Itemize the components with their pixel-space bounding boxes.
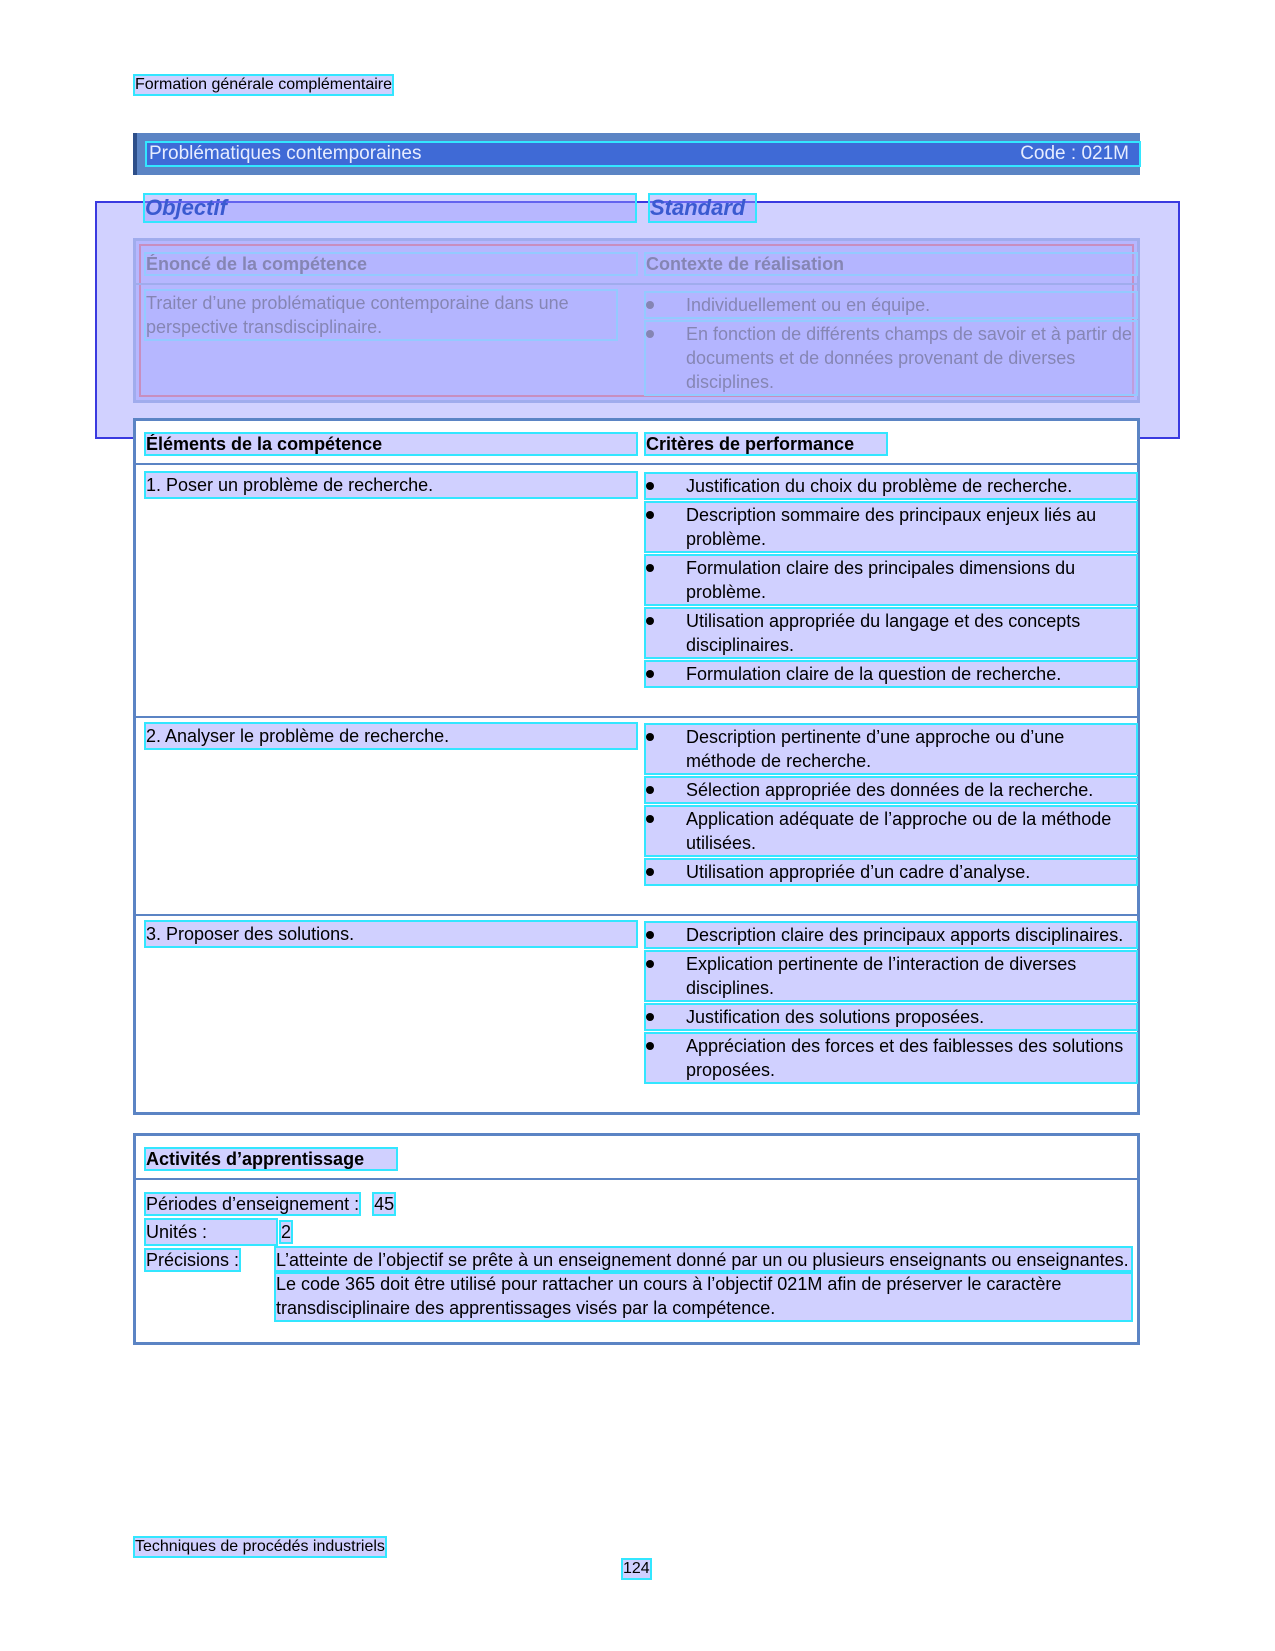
objectif-label: Objectif xyxy=(145,195,635,221)
bullet-icon xyxy=(646,564,654,572)
list-item: Description claire des principaux apports disciplinaires. xyxy=(646,923,1136,947)
activities-box xyxy=(133,1133,1140,1345)
list-item: Sélection appropriée des données de la recherche. xyxy=(646,778,1136,802)
element-row-3 xyxy=(136,914,1137,1112)
highlight-overlay xyxy=(95,201,1180,439)
precisions-paragraph-2: Le code 365 doit être utilisé pour rattacher un cours à l’objectif 021M afin de préserver le caractère transdisciplinaire des apprentissages visés par la compétence. xyxy=(276,1272,1131,1320)
list-item: Utilisation appropriée d’un cadre d’analyse. xyxy=(646,860,1136,884)
list-item: Utilisation appropriée du langage et des concepts disciplinaires. xyxy=(646,609,1136,657)
element-text: 1. Poser un problème de recherche. xyxy=(146,473,636,497)
list-item: Formulation claire de la question de recherche. xyxy=(646,662,1136,686)
criteria-list xyxy=(646,474,1136,691)
bullet-icon xyxy=(646,931,654,939)
bullet-icon xyxy=(646,868,654,876)
precisions-label-line xyxy=(146,1248,239,1272)
periodes-label: Périodes d’enseignement : xyxy=(146,1194,360,1214)
elements-header: Éléments de la compétence xyxy=(146,434,636,454)
activities-header-row xyxy=(136,1136,1137,1180)
periodes-line xyxy=(146,1192,394,1216)
bullet-icon xyxy=(646,482,654,490)
bullet-icon xyxy=(646,960,654,968)
precisions-paragraph-1: L’atteinte de l’objectif se prête à un enseignement donné par un ou plusieurs enseignants ou enseignantes. xyxy=(276,1248,1131,1272)
standard-label: Standard xyxy=(650,195,755,221)
list-item: Appréciation des forces et des faiblesses des solutions proposées. xyxy=(646,1034,1136,1082)
elements-box xyxy=(133,418,1140,1115)
bullet-icon xyxy=(646,733,654,741)
criteria-list xyxy=(646,923,1136,1087)
criteres-header: Critères de performance xyxy=(646,434,886,454)
running-head: Formation générale complémentaire xyxy=(135,76,393,93)
document-title xyxy=(147,143,1139,165)
element-text: 3. Proposer des solutions. xyxy=(146,922,636,946)
elements-header-row xyxy=(136,421,1137,465)
bullet-icon xyxy=(646,1042,654,1050)
list-item: Justification des solutions proposées. xyxy=(646,1005,1136,1029)
bullet-icon xyxy=(646,786,654,794)
element-row-1 xyxy=(136,465,1137,718)
bullet-icon xyxy=(646,511,654,519)
objective-code: Code : 021M xyxy=(1020,143,1129,164)
list-item: Description pertinente d’une approche ou d’une méthode de recherche. xyxy=(646,725,1136,773)
criteria-list xyxy=(646,725,1136,889)
list-item: Application adéquate de l’approche ou de la méthode utilisées. xyxy=(646,807,1136,855)
title-text: Problématiques contemporaines xyxy=(149,143,422,164)
periodes-value: 45 xyxy=(374,1194,395,1214)
list-item: Description sommaire des principaux enjeux liés au problème. xyxy=(646,503,1136,551)
precisions-label: Précisions : xyxy=(146,1250,240,1270)
bullet-icon xyxy=(646,1013,654,1021)
element-row-2 xyxy=(136,716,1137,916)
page-number: 124 xyxy=(623,1560,650,1577)
unites-value: 2 xyxy=(281,1222,292,1242)
list-item: Formulation claire des principales dimensions du problème. xyxy=(646,556,1136,604)
element-text: 2. Analyser le problème de recherche. xyxy=(146,724,636,748)
bullet-icon xyxy=(646,617,654,625)
activities-header: Activités d’apprentissage xyxy=(146,1149,396,1169)
unites-line xyxy=(146,1220,291,1244)
list-item: Explication pertinente de l’interaction de diverses disciplines. xyxy=(646,952,1136,1000)
bullet-icon xyxy=(646,670,654,678)
footer-program: Techniques de procédés industriels xyxy=(135,1538,385,1555)
list-item: Justification du choix du problème de recherche. xyxy=(646,474,1136,498)
title-bar xyxy=(133,133,1140,175)
unites-label: Unités : xyxy=(146,1220,276,1244)
bullet-icon xyxy=(646,815,654,823)
precisions-text xyxy=(276,1248,1131,1320)
